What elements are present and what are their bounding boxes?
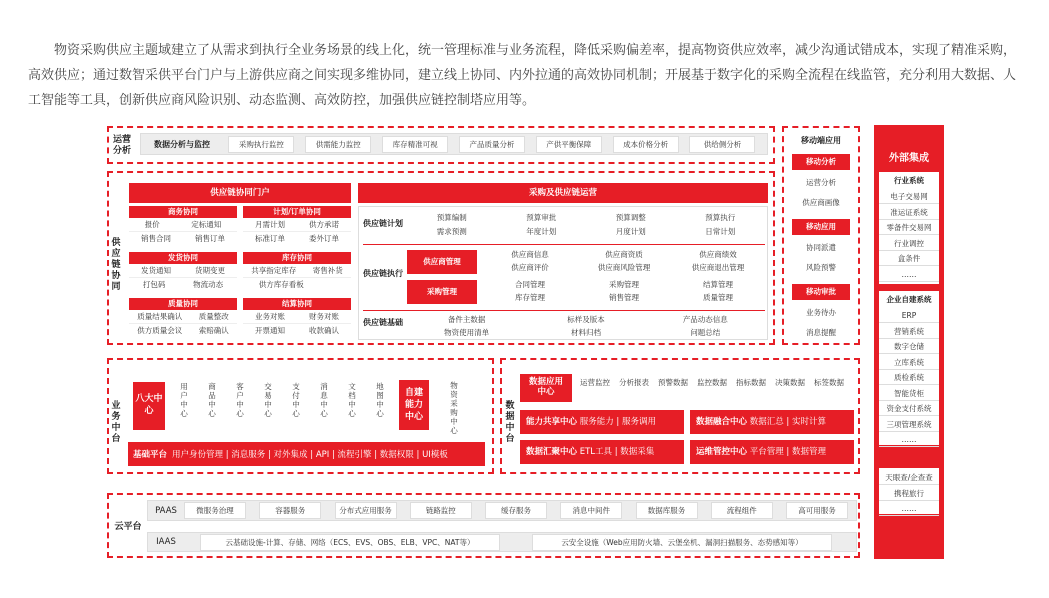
portal-group-row [243,232,351,245]
ops-item: 供需能力监控 [305,136,371,153]
portal-group-row [243,278,351,291]
ops-item: 产品质量分析 [459,136,525,153]
portal-cell: 业务对账 [255,312,285,321]
data-label: 数据中台 [505,401,515,444]
portal-cell: 委外订单 [309,234,339,243]
intro-paragraph: 物资采购供应主题域建立了从需求到执行全业务场景的线上化，统一管理标准与业务流程，降低采购偏差率，提高物资供应效率，减少沟通试错成本，实现了精准采购，高效供应；通过数智采供平台门户与上游供应商之间实现多维协同，建立线上协同、内外拉通的高效协同机制；开展基于数字化的采购全流程在线监管，充分利用大数据、人工智能等工具，创新供应商风险识别、动态监测、高效防控，加强供应链控制塔应用等。 [28,43,1017,108]
data-center-cell [690,440,854,464]
ops-label: 运营分析 [112,135,131,156]
supplier-cell: 供应商绩效 [699,250,737,259]
base-platform-title: 基础平台 [133,450,168,460]
exec-label: 供应链执行 [363,269,403,278]
paas-item: 流程组件 [711,502,773,519]
portal-group-row [129,232,237,245]
paas-label: PAAS [155,505,177,516]
purchase-cell: 采购管理 [609,280,639,289]
portal-group-title: 质量协同 [129,298,237,310]
supplier-cell: 供应商退出管理 [691,263,745,272]
portal-cell: 财务对账 [309,312,339,321]
paas-item: 消息中间件 [560,502,622,519]
portal-cell: 质量整改 [198,312,229,321]
biz-center: 客 户 中 心 [236,382,244,418]
portal-cell: 物流动态 [193,280,224,289]
portal-group [129,206,237,248]
ext-item: 三项管理系统 [879,417,939,432]
data-app-center: 数据应用中心 [520,374,572,402]
mobile-section-title: 移动应用 [792,219,850,235]
base-label: 供应链基础 [363,318,403,327]
portal-cell: 标准订单 [255,234,285,243]
portal-group-row [243,324,351,337]
portal-group [243,252,351,294]
supplier-row [483,248,765,261]
portal-group-title: 计划/订单协同 [243,206,351,218]
ext-item: ERP [879,308,939,323]
purchase-cell: 质量管理 [703,293,733,302]
iaas-bar [147,532,857,552]
plan-cell: 预算执行 [705,213,736,222]
paas-bar [147,500,857,521]
ext-item: 立库系统 [879,355,939,370]
plan-cell: 月度计划 [615,227,646,236]
ops-item: 成本价格分析 [613,136,679,153]
portal-cell: 寄售补货 [312,266,343,275]
supplier-row [483,261,765,274]
plan-cell: 需求预测 [436,227,467,236]
data-center-title: 数据汇聚中心 [526,447,578,457]
biz-center: 文 档 中 心 [348,382,356,418]
ext-item: 盒条件 [879,251,939,266]
portal-cell: 月需计划 [255,220,285,229]
data-app: 运营监控 [580,378,610,387]
plan-cell: 日常计划 [705,227,736,236]
iaas-item: 云安全设施（Web应用防火墙、云堡垒机、漏洞扫描服务、态势感知等） [532,534,832,551]
ext-group-enterprise [879,291,939,445]
mobile-item: 风险预警 [806,263,836,272]
purchase-row [483,278,765,291]
portal-group [243,206,351,248]
mobile-section-title: 移动分析 [792,154,850,170]
portal-group-row [129,278,237,291]
biz-center: 交 易 中 心 [264,382,272,418]
base-cell: 备件主数据 [447,315,486,324]
portal-group-row [243,264,351,278]
mobile-item: 协同派遣 [806,243,836,252]
portal-group-title: 发货协同 [129,252,237,264]
ops-item: 产供平衡保障 [536,136,602,153]
mobile-item: 业务待办 [806,308,836,317]
portal-cell: 打包码 [142,280,166,289]
portal-cell: 供方质量会议 [137,326,183,335]
supply-ops-panel [358,206,768,340]
portal-group [243,298,351,340]
ext-item: 天眼查/企查查 [879,470,939,485]
portal-group-title: 库存协同 [243,252,351,264]
paas-item: 缓存服务 [485,502,547,519]
data-app: 指标数据 [736,378,766,387]
biz-center: 商 品 中 心 [208,382,216,418]
data-app: 预警数据 [658,378,688,387]
ops-bar [140,133,768,155]
base-platform-items: 用户身份管理 | 消息服务 | 对外集成 | API | 流程引擎 | 数据权限 | UI模板 [172,450,448,460]
iaas-label: IAAS [156,537,176,547]
portal-cell: 开票通知 [255,326,285,335]
purchase-cell: 合同管理 [515,280,545,289]
purchase-cell: 结算管理 [703,280,733,289]
data-app: 决策数据 [775,378,805,387]
portal-title: 供应链协同门户 [129,183,351,203]
biz-label: 业务中台 [111,401,121,444]
paas-item: 容器服务 [259,502,321,519]
ops-item: 供给侧分析 [689,136,755,153]
ext-item: 携程旅行 [879,486,939,501]
external-title: 外部集成 [889,153,929,164]
divider [363,244,765,245]
data-app: 分析报表 [619,378,649,387]
ext-item: 质检系统 [879,370,939,385]
data-center-sub: 数据汇总 | 实时计算 [747,417,826,427]
plan-label: 供应链计划 [363,219,403,228]
ops-item: 采购执行监控 [228,136,294,153]
data-app: 标签数据 [814,378,844,387]
data-center-sub: ETL工具 | 数据采集 [577,447,655,457]
base-platform-bar [128,442,485,466]
data-center-cell [520,410,684,434]
portal-cell: 供方库存看板 [258,280,304,289]
data-center-title: 能力共享中心 [526,417,578,427]
portal-group [129,252,237,294]
portal-group-title: 结算协同 [243,298,351,310]
portal-group-row [129,310,237,324]
ext-item: 电子交易网 [879,189,939,204]
portal-cell: 索赔确认 [198,326,229,335]
paas-item: 链路监控 [410,502,472,519]
mobile-item: 运营分析 [806,178,836,187]
ext-group-title: 行业系统 [894,176,924,185]
biz-center: 用 户 中 心 [180,382,188,418]
purchase-row [483,291,765,304]
plan-row [407,211,765,225]
ext-group-bottom [879,468,939,514]
supplier-mgmt-tag: 供应商管理 [407,250,477,274]
biz-center: 支 付 中 心 [292,382,300,418]
paas-item: 数据库服务 [636,502,698,519]
base-cell: 问题总结 [690,328,721,337]
ext-group-title: 企业自建系统 [886,295,932,304]
mobile-title: 移动端应用 [801,136,841,145]
scc-label: 供应链协同 [111,238,121,292]
ext-item: 智能货柜 [879,386,939,401]
biz-center: 消 息 中 心 [320,382,328,418]
plan-row [407,225,765,239]
data-center-cell [520,440,684,464]
portal-group-row [129,324,237,337]
mobile-item: 消息提醒 [806,328,836,337]
ext-item: …… [879,501,939,516]
plan-cell: 预算调整 [615,213,646,222]
portal-cell: 定标通知 [191,220,222,229]
purchase-cell: 库存管理 [515,293,545,302]
paas-item: 高可用服务 [786,502,848,519]
ops-title: 数据分析与监控 [154,139,210,149]
ops-item: 库存精准可视 [382,136,448,153]
ext-item: 资金支付系统 [879,401,939,416]
base-cell: 物资使用清单 [444,328,490,337]
plan-cell: 预算审批 [526,213,557,222]
data-center-cell [690,410,854,434]
eight-centers: 八大中心 [133,382,165,430]
portal-cell: 报价 [144,220,160,229]
ext-item: 营销系统 [879,324,939,339]
biz-center: 地 图 中 心 [376,382,384,418]
portal-cell: 销售订单 [195,234,225,243]
data-center-title: 数据融合中心 [696,417,748,427]
mobile-section-title: 移动审批 [792,284,850,300]
base-row [407,326,765,339]
supplier-cell: 供应商评价 [511,263,549,272]
base-cell: 产品动态信息 [682,315,728,324]
ext-item: 行业调控 [879,236,939,251]
cloud-label: 云平台 [114,522,142,532]
portal-cell: 发货通知 [141,266,171,275]
base-cell: 标样及版本 [567,315,605,324]
divider [363,310,765,311]
purchase-mgmt-tag: 采购管理 [407,280,477,304]
ext-item: 数字仓储 [879,339,939,354]
portal-group-title: 商务协同 [129,206,237,218]
paas-item: 微服务治理 [184,502,246,519]
ext-item: …… [879,432,939,447]
portal-group-row [243,218,351,232]
portal-group-row [129,264,237,278]
ext-item: 准运证系统 [879,205,939,220]
data-center-sub: 服务能力 | 服务调用 [577,417,656,427]
portal-cell: 销售合同 [141,234,171,243]
plan-cell: 预算编制 [436,213,467,222]
mobile-item: 供应商画像 [802,198,840,207]
ext-item: …… [879,267,939,282]
portal-cell: 共享指定库存 [251,266,297,275]
portal-cell: 质量结果确认 [137,312,183,321]
base-row [407,313,765,326]
portal-cell: 供方承诺 [309,220,339,229]
iaas-item: 云基础设施-计算、存储、网络（ECS、EVS、OBS、ELB、VPC、NAT等） [200,534,500,551]
data-center-sub: 平台管理 | 数据管理 [747,447,826,457]
ext-group-industry [879,172,939,284]
base-cell: 材料归档 [570,328,601,337]
supplier-cell: 供应商信息 [511,250,549,259]
portal-cell: 收款确认 [309,326,339,335]
data-app: 监控数据 [697,378,727,387]
portal-group [129,298,237,340]
plan-cell: 年度计划 [526,227,557,236]
portal-cell: 货期变更 [195,266,225,275]
supplier-cell: 供应商资质 [605,250,643,259]
data-center-title: 运维管控中心 [696,447,748,457]
paas-item: 分布式应用服务 [335,502,397,519]
purchase-cell: 销售管理 [609,293,639,302]
self-built-center: 自建能力中心 [399,380,429,430]
supplier-cell: 供应商风险管理 [597,263,651,272]
ops-title-supply: 采购及供应链运营 [358,183,768,203]
ext-item: 零备件交易网 [879,220,939,235]
portal-group-row [243,310,351,324]
portal-group-row [129,218,237,232]
procurement-center: 物 资 采 购 中 心 [450,381,458,435]
